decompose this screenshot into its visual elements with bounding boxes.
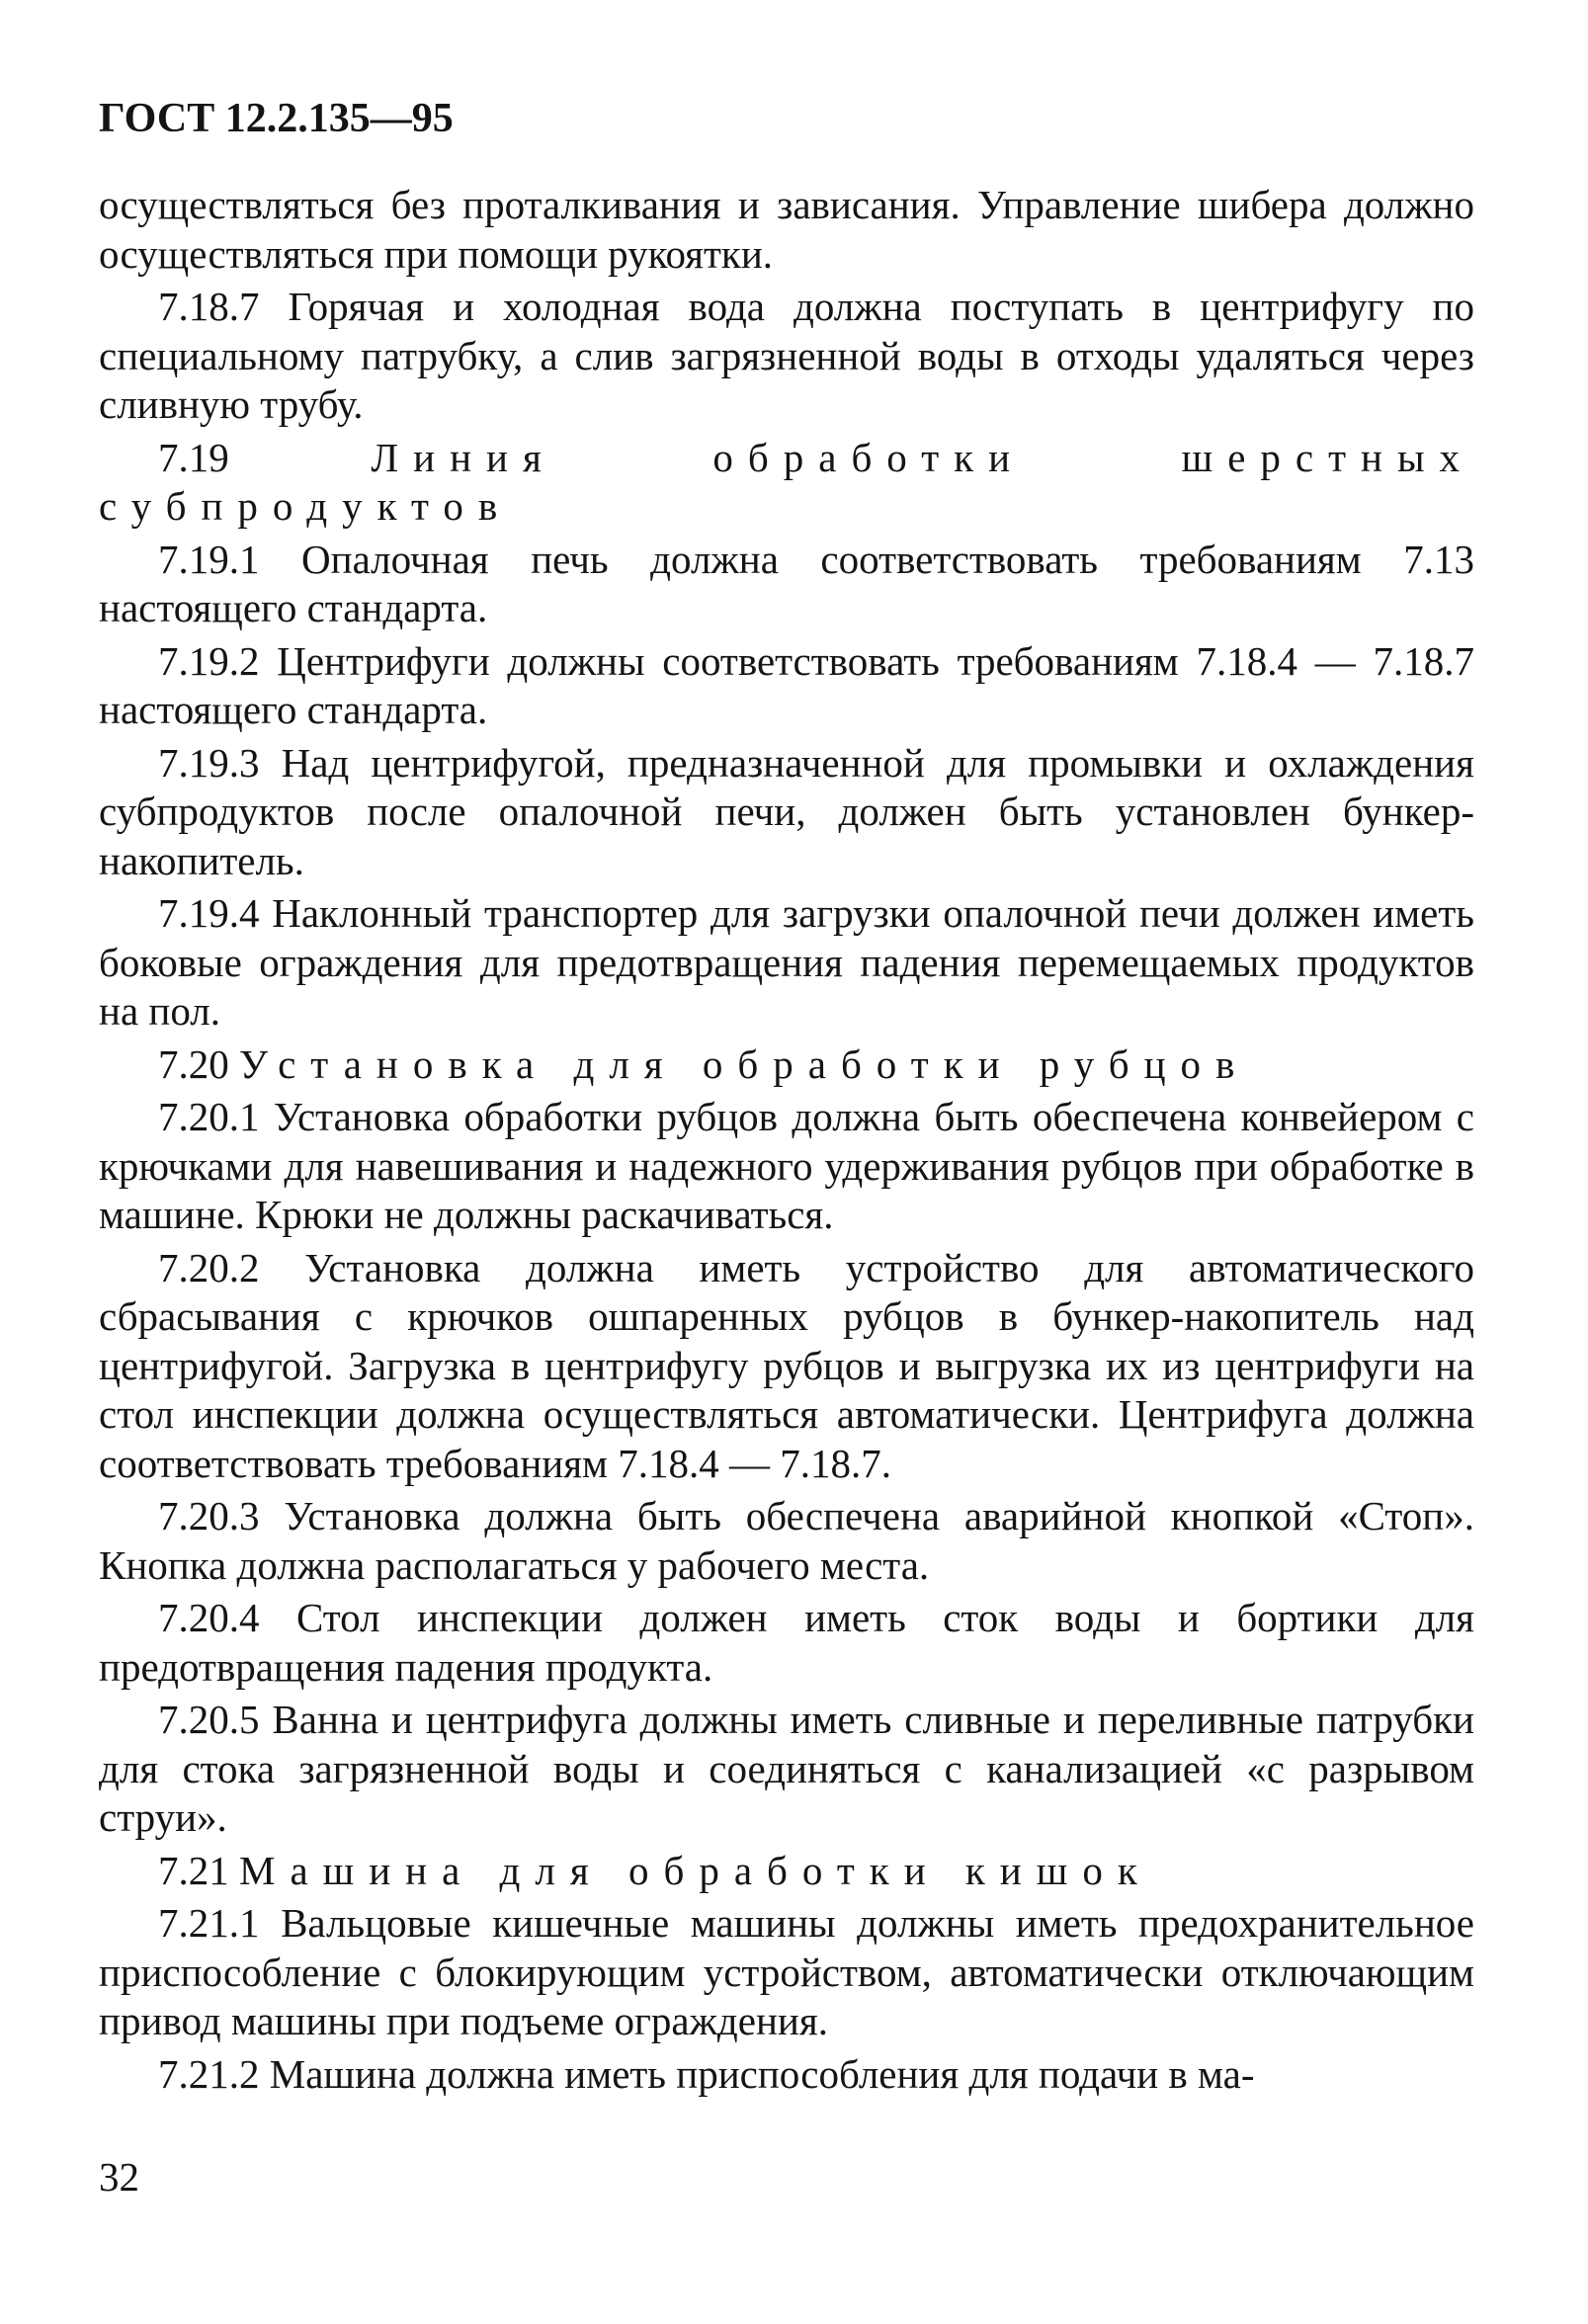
section-heading-7-19	[99, 434, 1474, 532]
paragraph-7-20-3: 7.20.3 Установка должна быть обеспечена аварийной кнопкой «Стоп». Кнопка должна располагаться у рабочего места.	[99, 1493, 1474, 1588]
section-title: Линия обработки шерстных субпродуктов	[99, 434, 1474, 529]
paragraph-7-20-2: 7.20.2 Установка должна иметь устройство для автоматического сбрасывания с крючков ошпаренных рубцов в бункер-накопитель над центрифугой. Загрузка в центрифугу рубцов и выгрузка их из центрифуги на стол инспекции должна осуществляться автоматически. Центрифуга должна соответствовать требованиям 7.18.4 — 7.18.7.	[99, 1244, 1474, 1486]
paragraph-7-19-3: 7.19.3 Над центрифугой, предназначенной для промывки и охлаждения субпродуктов после опалочной печи, должен быть установлен бункер-накопитель.	[99, 739, 1474, 883]
section-title: Установка для обработки рубцов	[239, 1040, 1250, 1087]
section-number: 7.20	[158, 1040, 229, 1087]
paragraph-7-21-2: 7.21.2 Машина должна иметь приспособления для подачи в ма-	[158, 2050, 1255, 2097]
paragraph-7-18-7: 7.18.7 Горячая и холодная вода должна поступать в центрифугу по специальному патрубку, а слив загрязненной воды в отходы удаляться через сливную трубу.	[99, 284, 1474, 427]
paragraph-7-20-5: 7.20.5 Ванна и центрифуга должны иметь сливные и переливные патрубки для стока загрязненной воды и соединяться с канализацией «с разрывом струи».	[99, 1697, 1474, 1840]
document-header: ГОСТ 12.2.135—95	[99, 96, 454, 141]
paragraph-7-20-4: 7.20.4 Стол инспекции должен иметь сток воды и бортики для предотвращения падения продукта.	[99, 1595, 1474, 1690]
paragraph-7-19-4: 7.19.4 Наклонный транспортер для загрузки опалочной печи должен иметь боковые ограждения для предотвращения падения перемещаемых продуктов на пол.	[99, 890, 1474, 1034]
document-body	[99, 181, 1474, 2099]
paragraph-continuation: осуществляться без проталкивания и зависания. Управление шибера должно осуществляться при помощи рукоятки.	[99, 182, 1474, 277]
section-heading-7-20	[99, 1040, 1474, 1090]
document-page	[99, 94, 1474, 2103]
page-number: 32	[99, 2154, 139, 2200]
section-number: 7.19	[158, 434, 229, 480]
paragraph-7-19-2: 7.19.2 Центрифуги должны соответствовать требованиям 7.18.4 — 7.18.7 настоящего стандарта.	[99, 637, 1474, 732]
paragraph-7-20-1: 7.20.1 Установка обработки рубцов должна быть обеспечена конвейером с крючками для навешивания и надежного удерживания рубцов при обработке в машине. Крюки не должны раскачиваться.	[99, 1094, 1474, 1237]
paragraph-7-19-1: 7.19.1 Опалочная печь должна соответствовать требованиям 7.13 настоящего стандарта.	[99, 536, 1474, 630]
section-number: 7.21	[158, 1847, 229, 1893]
paragraph-7-21-1: 7.21.1 Вальцовые кишечные машины должны иметь предохранительное приспособление с блокирующим устройством, автоматически отключающим привод машины при подъеме ограждения.	[99, 1900, 1474, 2043]
section-title: Машина для обработки кишок	[239, 1847, 1152, 1893]
section-heading-7-21	[99, 1847, 1474, 1896]
